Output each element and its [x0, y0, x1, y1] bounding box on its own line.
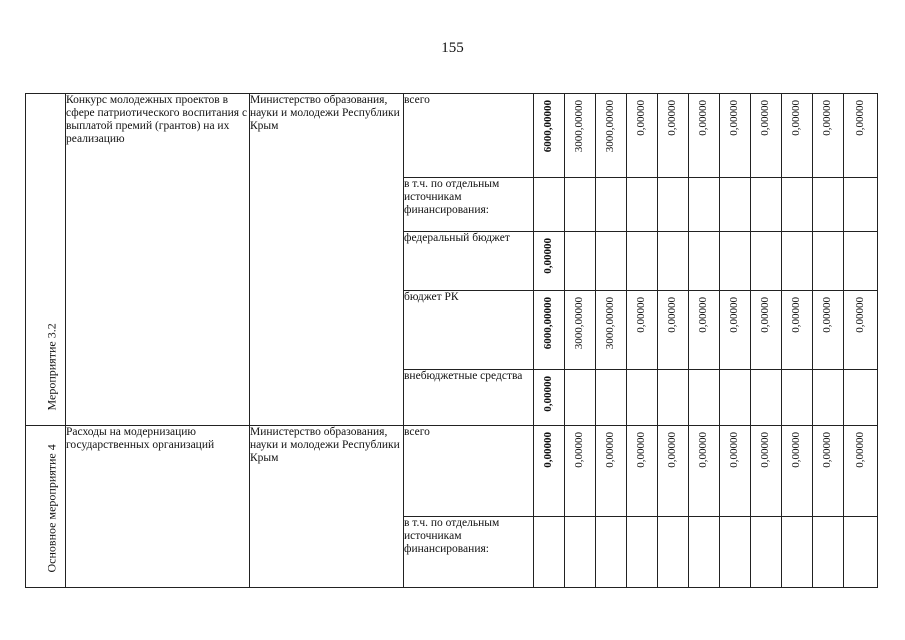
- year-cell: [596, 370, 627, 426]
- total-cell: [534, 291, 565, 370]
- year-cell-value: 0,00000: [790, 100, 802, 136]
- year-cell: [658, 178, 689, 232]
- measure-cell: [26, 94, 66, 426]
- year-cell-value: 3000,00000: [573, 297, 585, 350]
- year-cell-value: 0,00000: [728, 297, 740, 333]
- year-cell: [844, 370, 878, 426]
- total-cell: [534, 232, 565, 291]
- year-cell: [689, 517, 720, 588]
- year-cell-value: 0,00000: [697, 432, 709, 468]
- year-cell: [720, 178, 751, 232]
- year-cell: [565, 94, 596, 178]
- year-cell: [596, 291, 627, 370]
- year-cell: [596, 178, 627, 232]
- year-cell-value: 0,00000: [697, 100, 709, 136]
- total-cell: [534, 94, 565, 178]
- funding-source: всего: [404, 426, 534, 517]
- year-cell: [565, 232, 596, 291]
- page-number: 155: [441, 40, 464, 56]
- year-cell: [751, 517, 782, 588]
- year-cell: [782, 178, 813, 232]
- year-cell: [751, 291, 782, 370]
- year-cell: [813, 517, 844, 588]
- year-cell-value: 0,00000: [666, 432, 678, 468]
- year-cell: [565, 370, 596, 426]
- year-cell: [782, 517, 813, 588]
- year-cell-value: 0,00000: [635, 432, 647, 468]
- year-cell: [720, 94, 751, 178]
- year-cell-value: 0,00000: [853, 297, 866, 333]
- year-cell: [565, 517, 596, 588]
- year-cell: [720, 291, 751, 370]
- funding-source: внебюджетные средства: [404, 370, 534, 426]
- year-cell: [720, 426, 751, 517]
- total-cell: [534, 426, 565, 517]
- budget-table: [25, 93, 878, 588]
- year-cell: [596, 426, 627, 517]
- year-cell: [689, 94, 720, 178]
- measure-name: Расходы на модернизацию государственных организаций: [66, 426, 250, 588]
- year-cell: [844, 426, 878, 517]
- year-cell: [813, 370, 844, 426]
- year-cell-value: 0,00000: [759, 432, 771, 468]
- year-cell: [720, 370, 751, 426]
- year-cell: [565, 178, 596, 232]
- year-cell: [782, 94, 813, 178]
- year-cell-value: 0,00000: [821, 100, 833, 136]
- year-cell: [844, 232, 878, 291]
- year-cell: [596, 232, 627, 291]
- total-cell-value: 6000,00000: [542, 297, 554, 350]
- funding-source: в т.ч. по отдельным источникам финансирования:: [404, 178, 534, 232]
- year-cell: [782, 232, 813, 291]
- year-cell-value: 0,00000: [821, 297, 833, 333]
- year-cell: [596, 517, 627, 588]
- total-cell-value: 0,00000: [542, 432, 554, 468]
- year-cell: [658, 291, 689, 370]
- year-cell: [844, 517, 878, 588]
- year-cell: [658, 517, 689, 588]
- year-cell: [658, 232, 689, 291]
- year-cell: [627, 291, 658, 370]
- year-cell: [627, 178, 658, 232]
- year-cell-value: 3000,00000: [604, 100, 616, 153]
- measure-label: Основное мероприятие 4: [44, 444, 58, 573]
- year-cell-value: 0,00000: [666, 100, 678, 136]
- year-cell-value: 0,00000: [790, 432, 802, 468]
- year-cell: [565, 426, 596, 517]
- year-cell: [565, 291, 596, 370]
- total-cell: [534, 517, 565, 588]
- year-cell: [720, 517, 751, 588]
- year-cell: [627, 426, 658, 517]
- year-cell: [689, 232, 720, 291]
- year-cell: [689, 370, 720, 426]
- year-cell: [813, 178, 844, 232]
- year-cell: [844, 178, 878, 232]
- year-cell: [751, 94, 782, 178]
- year-cell: [813, 94, 844, 178]
- year-cell: [813, 232, 844, 291]
- year-cell: [720, 232, 751, 291]
- year-cell: [658, 370, 689, 426]
- year-cell-value: 0,00000: [821, 432, 833, 468]
- year-cell-value: 0,00000: [853, 100, 866, 136]
- year-cell: [782, 291, 813, 370]
- measure-name: Конкурс молодежных проектов в сфере патриотического воспитания с выплатой премий (грантов) на их реализацию: [66, 94, 250, 426]
- year-cell-value: 0,00000: [604, 432, 616, 468]
- executor-cell: Министерство образования, науки и молодежи Республики Крым: [250, 426, 404, 588]
- funding-source: бюджет РК: [404, 291, 534, 370]
- year-cell: [627, 232, 658, 291]
- year-cell: [689, 178, 720, 232]
- year-cell-value: 0,00000: [728, 432, 740, 468]
- year-cell: [751, 178, 782, 232]
- total-cell: [534, 178, 565, 232]
- year-cell: [813, 291, 844, 370]
- year-cell: [844, 94, 878, 178]
- year-cell-value: 0,00000: [790, 297, 802, 333]
- year-cell: [782, 426, 813, 517]
- year-cell: [782, 370, 813, 426]
- year-cell: [596, 94, 627, 178]
- year-cell-value: 0,00000: [573, 432, 585, 468]
- year-cell: [844, 291, 878, 370]
- total-cell-value: 0,00000: [542, 376, 554, 412]
- year-cell: [627, 517, 658, 588]
- total-cell-value: 6000,00000: [542, 100, 554, 153]
- year-cell-value: 3000,00000: [573, 100, 585, 153]
- year-cell: [751, 426, 782, 517]
- table-row: [26, 426, 878, 517]
- year-cell-value: 0,00000: [635, 297, 647, 333]
- year-cell: [627, 94, 658, 178]
- measure-label: Мероприятие 3.2: [44, 323, 58, 411]
- total-cell: [534, 370, 565, 426]
- funding-source: в т.ч. по отдельным источникам финансирования:: [404, 517, 534, 588]
- funding-source: федеральный бюджет: [404, 232, 534, 291]
- table-row: [26, 94, 878, 178]
- year-cell-value: 0,00000: [759, 297, 771, 333]
- executor-cell: Министерство образования, науки и молодежи Республики Крым: [250, 94, 404, 426]
- funding-source: всего: [404, 94, 534, 178]
- year-cell-value: 0,00000: [759, 100, 771, 136]
- year-cell-value: 0,00000: [697, 297, 709, 333]
- year-cell: [689, 291, 720, 370]
- year-cell-value: 0,00000: [666, 297, 678, 333]
- year-cell: [813, 426, 844, 517]
- year-cell-value: 0,00000: [635, 100, 647, 136]
- year-cell-value: 3000,00000: [604, 297, 616, 350]
- year-cell-value: 0,00000: [728, 100, 740, 136]
- measure-cell: [26, 426, 66, 588]
- total-cell-value: 0,00000: [542, 238, 554, 274]
- year-cell: [627, 370, 658, 426]
- year-cell: [751, 232, 782, 291]
- year-cell: [658, 94, 689, 178]
- year-cell-value: 0,00000: [853, 432, 866, 468]
- year-cell: [658, 426, 689, 517]
- year-cell: [751, 370, 782, 426]
- year-cell: [689, 426, 720, 517]
